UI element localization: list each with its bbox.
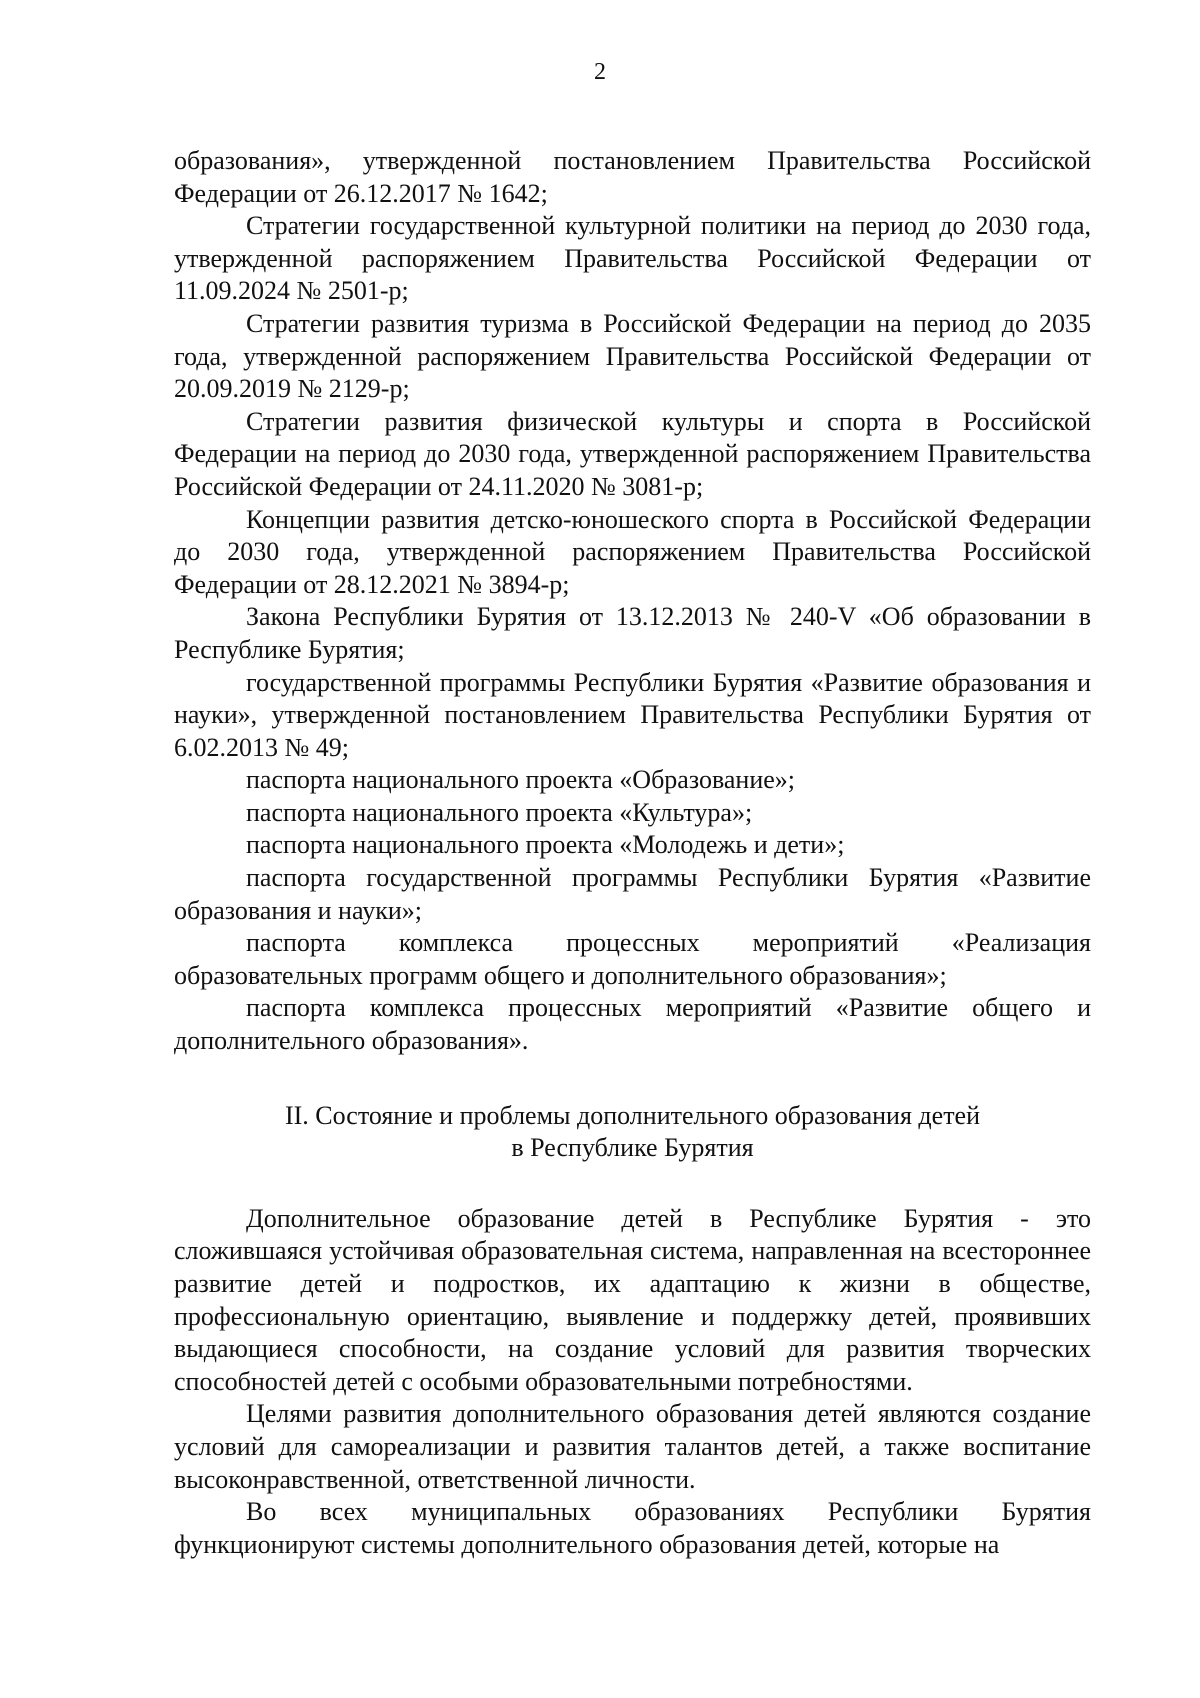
- paragraph: Стратегии государственной культурной политики на период до 2030 года, утвержденной распоряжением Правительства Российской Федерации от 11.09.2024 № 2501-р;: [174, 211, 1091, 306]
- paragraph: Стратегии развития физической культуры и спорта в Российской Федерации на период до 2030 года, утвержденной распоряжением Правительства Российской Федерации от 24.11.2020 № 3081-р;: [174, 406, 1091, 501]
- paragraph: государственной программы Республики Бурятия «Развитие образования и науки», утвержденной постановлением Правительства Республики Бурятия от 6.02.2013 № 49;: [174, 667, 1091, 762]
- paragraph: образования», утвержденной постановлением Правительства Российской Федерации от 26.12.2017 № 1642;: [174, 146, 1091, 208]
- paragraph: паспорта национального проекта «Молодежь и дети»;: [246, 830, 845, 860]
- paragraph: паспорта государственной программы Республики Бурятия «Развитие образования и науки»;: [174, 863, 1091, 925]
- paragraph: Целями развития дополнительного образования детей являются создание условий для самореализации и развития талантов детей, а также воспитание высоконравственной, ответственной личности.: [174, 1399, 1091, 1494]
- document-body: [174, 145, 1091, 1561]
- paragraph: паспорта национального проекта «Культура»;: [246, 797, 753, 827]
- paragraph: паспорта комплекса процессных мероприятий «Развитие общего и дополнительного образования».: [174, 993, 1091, 1056]
- section-heading-line-2: в Республике Бурятия: [511, 1133, 754, 1163]
- paragraph: Закона Республики Бурятия от 13.12.2013 № 240-V «Об образовании в Республике Бурятия;: [174, 602, 1091, 664]
- paragraph: Стратегии развития туризма в Российской Федерации на период до 2035 года, утвержденной распоряжением Правительства Российской Федерации от 20.09.2019 № 2129-р;: [174, 308, 1091, 404]
- section-heading-line-1: II. Состояние и проблемы дополнительного образования детей: [284, 1100, 981, 1130]
- section-heading: [174, 1100, 1091, 1165]
- paragraph: паспорта национального проекта «Образование»;: [246, 765, 796, 795]
- paragraph: Концепции развития детско-юношеского спорта в Российской Федерации до 2030 года, утвержденной распоряжением Правительства Российской Федерации от 28.12.2021 № 3894-р;: [174, 504, 1091, 599]
- paragraph: Дополнительное образование детей в Республике Бурятия - это сложившаяся устойчивая образовательная система, направленная на всестороннее развитие детей и подростков, их адаптацию к жизни в обществе, профессиональную ориентацию, выявление и поддержку детей, проявивших выдающиеся способности, на создание условий для развития творческих способностей детей с особыми образовательными потребностями.: [174, 1203, 1091, 1396]
- page-number: 2: [594, 59, 606, 85]
- paragraph: паспорта комплекса процессных мероприятий «Реализация образовательных программ общего и дополнительного образования»;: [174, 928, 1091, 990]
- paragraph: Во всех муниципальных образованиях Республики Бурятия функционируют системы дополнительного образования детей, которые на: [174, 1497, 1091, 1559]
